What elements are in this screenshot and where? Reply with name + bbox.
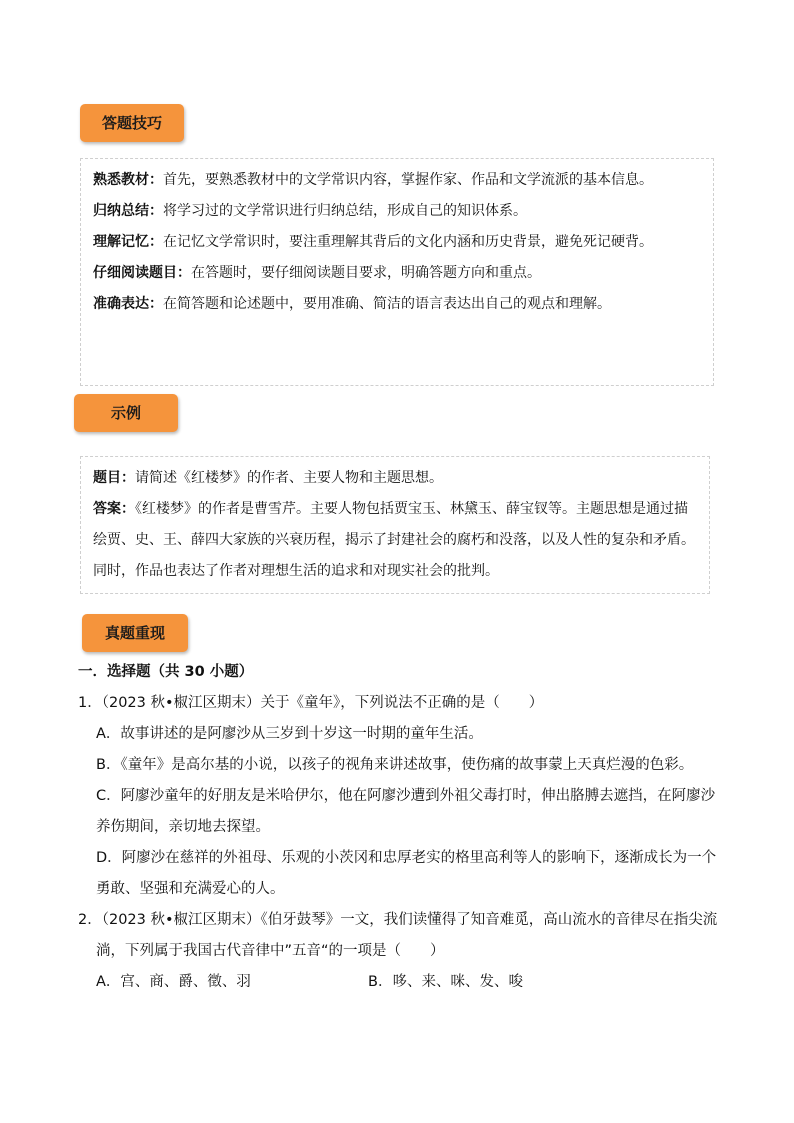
real-heading-tag <box>82 614 188 652</box>
question-1-option-c: C．阿廖沙童年的好朋友是米哈伊尔，他在阿廖沙遭到外祖父毒打时，伸出胳膊去遮挡，在阿廖沙养伤期间，亲切地去探望。 <box>96 788 716 835</box>
example-question: 题目：请简述《红楼梦》的作者、主要人物和主题思想。 <box>93 470 443 486</box>
question-2-option-b: B．哆、来、咪、发、唆 <box>368 974 523 990</box>
skill-item: 熟悉教材：首先，要熟悉教材中的文学常识内容，掌握作家、作品和文学流派的基本信息。 <box>93 172 653 188</box>
question-1-stem: 1．（2023 秋•椒江区期末）关于《童年》，下列说法不正确的是（ ） <box>78 695 544 711</box>
skill-item: 归纳总结：将学习过的文学常识进行归纳总结，形成自己的知识体系。 <box>93 203 527 219</box>
skill-item: 仔细阅读题目：在答题时，要仔细阅读题目要求，明确答题方向和重点。 <box>93 265 541 281</box>
skill-item: 理解记忆：在记忆文学常识时，要注重理解其背后的文化内涵和历史背景，避免死记硬背。 <box>93 234 653 250</box>
question-1-option-b: B．《童年》是高尔基的小说，以孩子的视角来讲述故事，使伤痛的故事蒙上天真烂漫的色彩。 <box>96 757 694 773</box>
question-2-options <box>78 967 724 998</box>
question-list <box>78 657 724 998</box>
question-1-option-a: A．故事讲述的是阿廖沙从三岁到十岁这一时期的童年生活。 <box>96 726 483 742</box>
skills-heading: 答题技巧 <box>101 114 162 132</box>
question-1-option-d: D．阿廖沙在慈祥的外祖母、乐观的小茨冈和忠厚老实的格里高利等人的影响下，逐渐成长为一个勇敢、坚强和充满爱心的人。 <box>96 850 717 897</box>
skills-box <box>80 158 714 386</box>
example-answer: 答案：《红楼梦》的作者是曹雪芹。主要人物包括贾宝玉、林黛玉、薛宝钗等。主题思想是通过描绘贾、史、王、薛四大家族的兴衰历程，揭示了封建社会的腐朽和没落，以及人性的复杂和矛盾。同时，作品也表达了作者对理想生活的追求和对现实社会的批判。 <box>93 501 695 579</box>
skill-item: 准确表达：在简答题和论述题中，要用准确、简洁的语言表达出自己的观点和理解。 <box>93 296 611 312</box>
example-box <box>80 456 710 594</box>
skills-heading-tag <box>80 104 184 142</box>
question-2-stem: 2．（2023 秋•椒江区期末）《伯牙鼓琴》一文，我们读懂得了知音难觅，高山流水的音律尽在指尖流淌，下列属于我国古代音律中”五音“的一项是（ ） <box>78 912 718 959</box>
real-heading: 真题重现 <box>104 624 165 642</box>
section-title: 一．选择题（共 30 小题） <box>78 664 254 680</box>
example-heading: 示例 <box>110 404 141 422</box>
question-2-option-a: A．宫、商、爵、徵、羽 <box>96 974 251 990</box>
example-heading-tag <box>74 394 178 432</box>
